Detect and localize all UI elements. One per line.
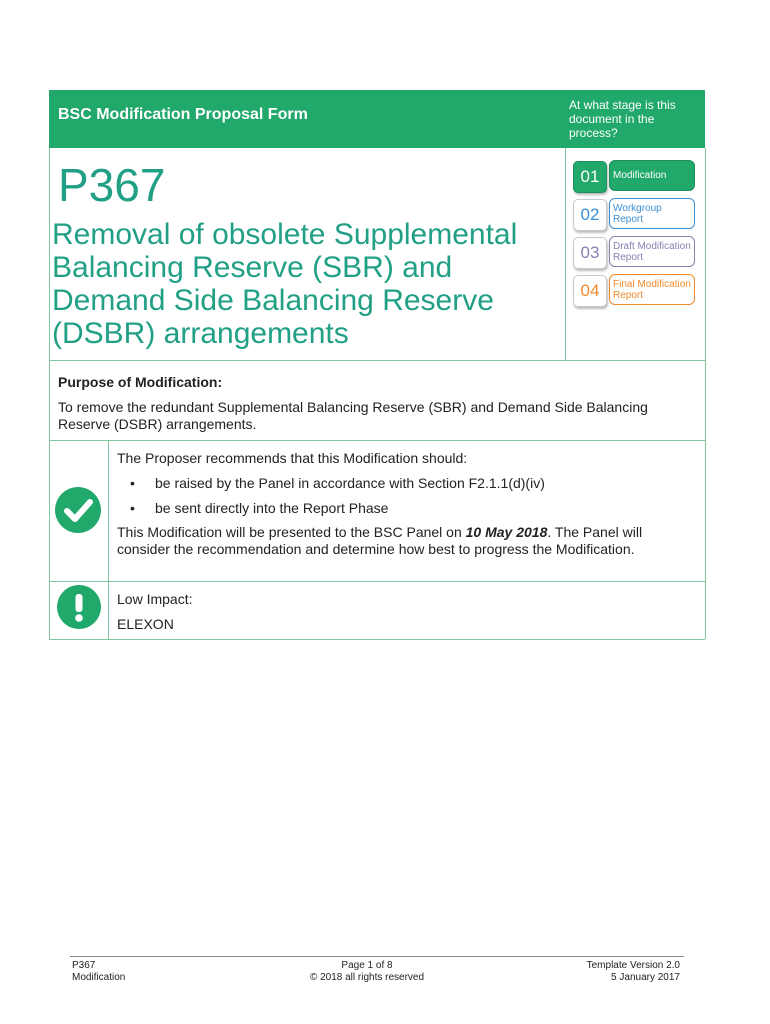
impact-party: ELEXON [117,616,174,632]
recommendation-intro: The Proposer recommends that this Modification should: [117,450,468,466]
footer-template-date: 5 January 2017 [611,972,680,983]
form-title: BSC Modification Proposal Form [58,106,308,123]
icon-column-divider [108,440,109,639]
exclamation-icon [57,585,101,629]
divider-title [49,360,705,361]
stage-label-02: Workgroup Report [609,198,695,229]
modification-number: P367 [58,159,166,211]
stage-label-01: Modification [609,160,695,191]
purpose-heading: Purpose of Modification: [58,374,223,390]
footer-left-line2: Modification [72,972,126,983]
footer-right [480,960,680,984]
recommendation-note [117,524,697,558]
stage-number-02: 02 [573,199,607,231]
footer-copyright: © 2018 all rights reserved [309,972,425,983]
divider-recommendation [49,581,705,582]
stage-label-04: Final Modification Report [609,274,695,305]
check-icon [55,487,101,533]
divider-purpose [49,440,705,441]
purpose-text: To remove the redundant Supplemental Balancing Reserve (SBR) and Demand Side Balancing Reserve (DSBR) arrangements. [58,399,648,432]
panel-date: 10 May 2018 [465,524,548,540]
bullet-marker: • [130,500,135,516]
note-text-end: . The Panel will consider the recommendation and determine how best to progress the Modification. [117,524,643,557]
note-text: This Modification will be presented to the BSC Panel on [117,524,466,540]
footer-center [267,960,467,984]
stage-number-04: 04 [573,275,607,307]
stage-divider [565,148,566,360]
recommendation-bullet-1: be raised by the Panel in accordance with Section F2.1.1(d)(iv) [155,475,545,491]
footer-template-version: Template Version 2.0 [586,960,680,971]
stage-number-01: 01 [573,161,607,193]
bullet-marker: • [130,475,135,491]
footer-left [72,960,125,984]
frame-right [705,148,706,639]
recommendation-bullet-2: be sent directly into the Report Phase [155,500,389,516]
frame-left [49,148,50,639]
impact-label: Low Impact: [117,591,193,607]
stage-question: At what stage is this document in the process? [569,98,676,140]
footer-left-line1: P367 [72,960,96,971]
stage-number-03: 03 [573,237,607,269]
footer-divider [70,956,684,957]
divider-bottom [49,639,705,640]
footer-page: Page 1 of 8 [341,960,393,971]
stage-label-03: Draft Modification Report [609,236,695,267]
modification-title: Removal of obsolete Supplemental Balancing Reserve (SBR) and Demand Side Balancing Reserve (DSBR) arrangements [52,218,518,350]
